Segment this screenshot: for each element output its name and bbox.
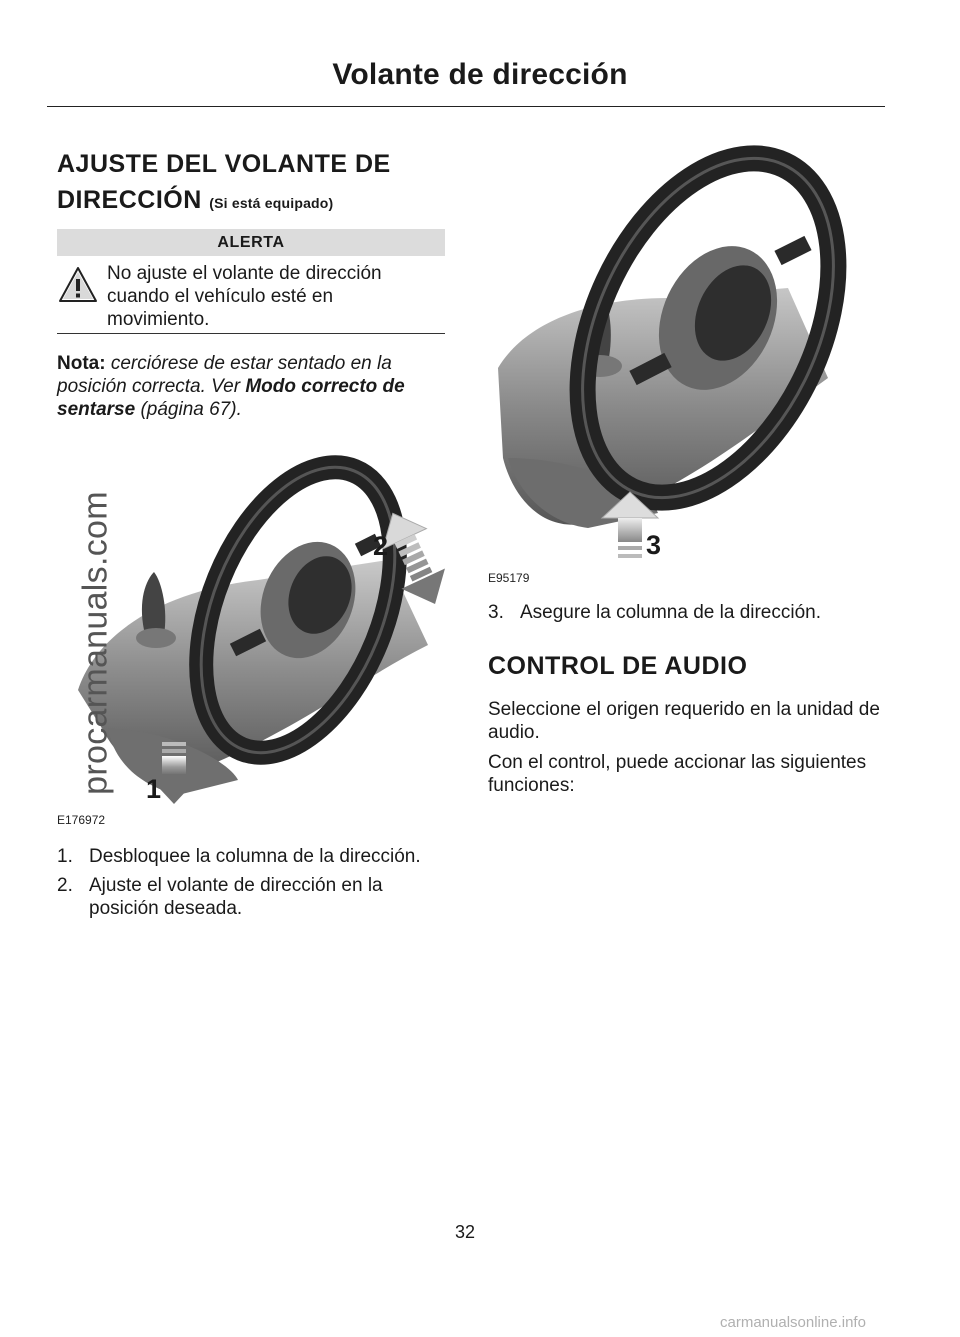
page-header-title: Volante de dirección [332, 58, 628, 91]
warning-triangle-icon [58, 266, 98, 304]
header-divider [47, 106, 885, 107]
step-text: Ajuste el volante de dirección en la posición deseada. [89, 875, 383, 919]
section-title-ajuste [57, 146, 391, 221]
figure-steering-lock [488, 128, 880, 568]
watermark-bottom: carmanualsonline.info [720, 1314, 866, 1331]
audio-paragraph-1: Seleccione el origen requerido en la unidad de audio. [488, 699, 880, 743]
figure1-caption: E176972 [57, 813, 106, 827]
step-number: 1. [57, 846, 73, 867]
note-text: cerciórese de estar sentado en la posición correcta. Ver [57, 353, 392, 397]
alert-text: No ajuste el volante de dirección cuando el vehículo esté en movimiento. [107, 263, 382, 330]
alert-header: ALERTA [57, 229, 445, 256]
section-title-line2 [57, 182, 391, 221]
figure1-label-2: 2 [373, 531, 389, 561]
alert-divider [57, 333, 445, 334]
watermark-side: procarmanuals.com [76, 491, 115, 795]
step-number: 3. [488, 602, 504, 623]
section-title-control-audio: CONTROL DE AUDIO [488, 652, 748, 680]
section-title-line1: AJUSTE DEL VOLANTE DE [57, 150, 391, 178]
note-link-modo-correcto[interactable]: Modo correcto de sentarse [57, 376, 405, 420]
step-number: 2. [57, 875, 73, 896]
note-label: Nota: [57, 353, 106, 374]
step-item-2 [57, 874, 452, 920]
figure2-label-3: 3 [646, 530, 662, 560]
figure-steering-adjust [58, 430, 450, 812]
step-text: Asegure la columna de la dirección. [520, 602, 822, 623]
step-item-1 [57, 845, 452, 868]
step-text: Desbloquee la columna de la dirección. [89, 846, 421, 867]
step-item-3 [488, 601, 883, 624]
audio-paragraph-2: Con el control, puede accionar las siguientes funciones: [488, 752, 867, 796]
section-title-suffix: (Si está equipado) [209, 195, 334, 211]
section-title-word: DIRECCIÓN [57, 186, 202, 214]
page-number: 32 [454, 1222, 476, 1242]
figure1-label-1: 1 [146, 774, 162, 804]
note-page-ref: (página 67). [140, 399, 242, 420]
figure2-caption: E95179 [488, 571, 530, 585]
note-paragraph [57, 352, 449, 421]
